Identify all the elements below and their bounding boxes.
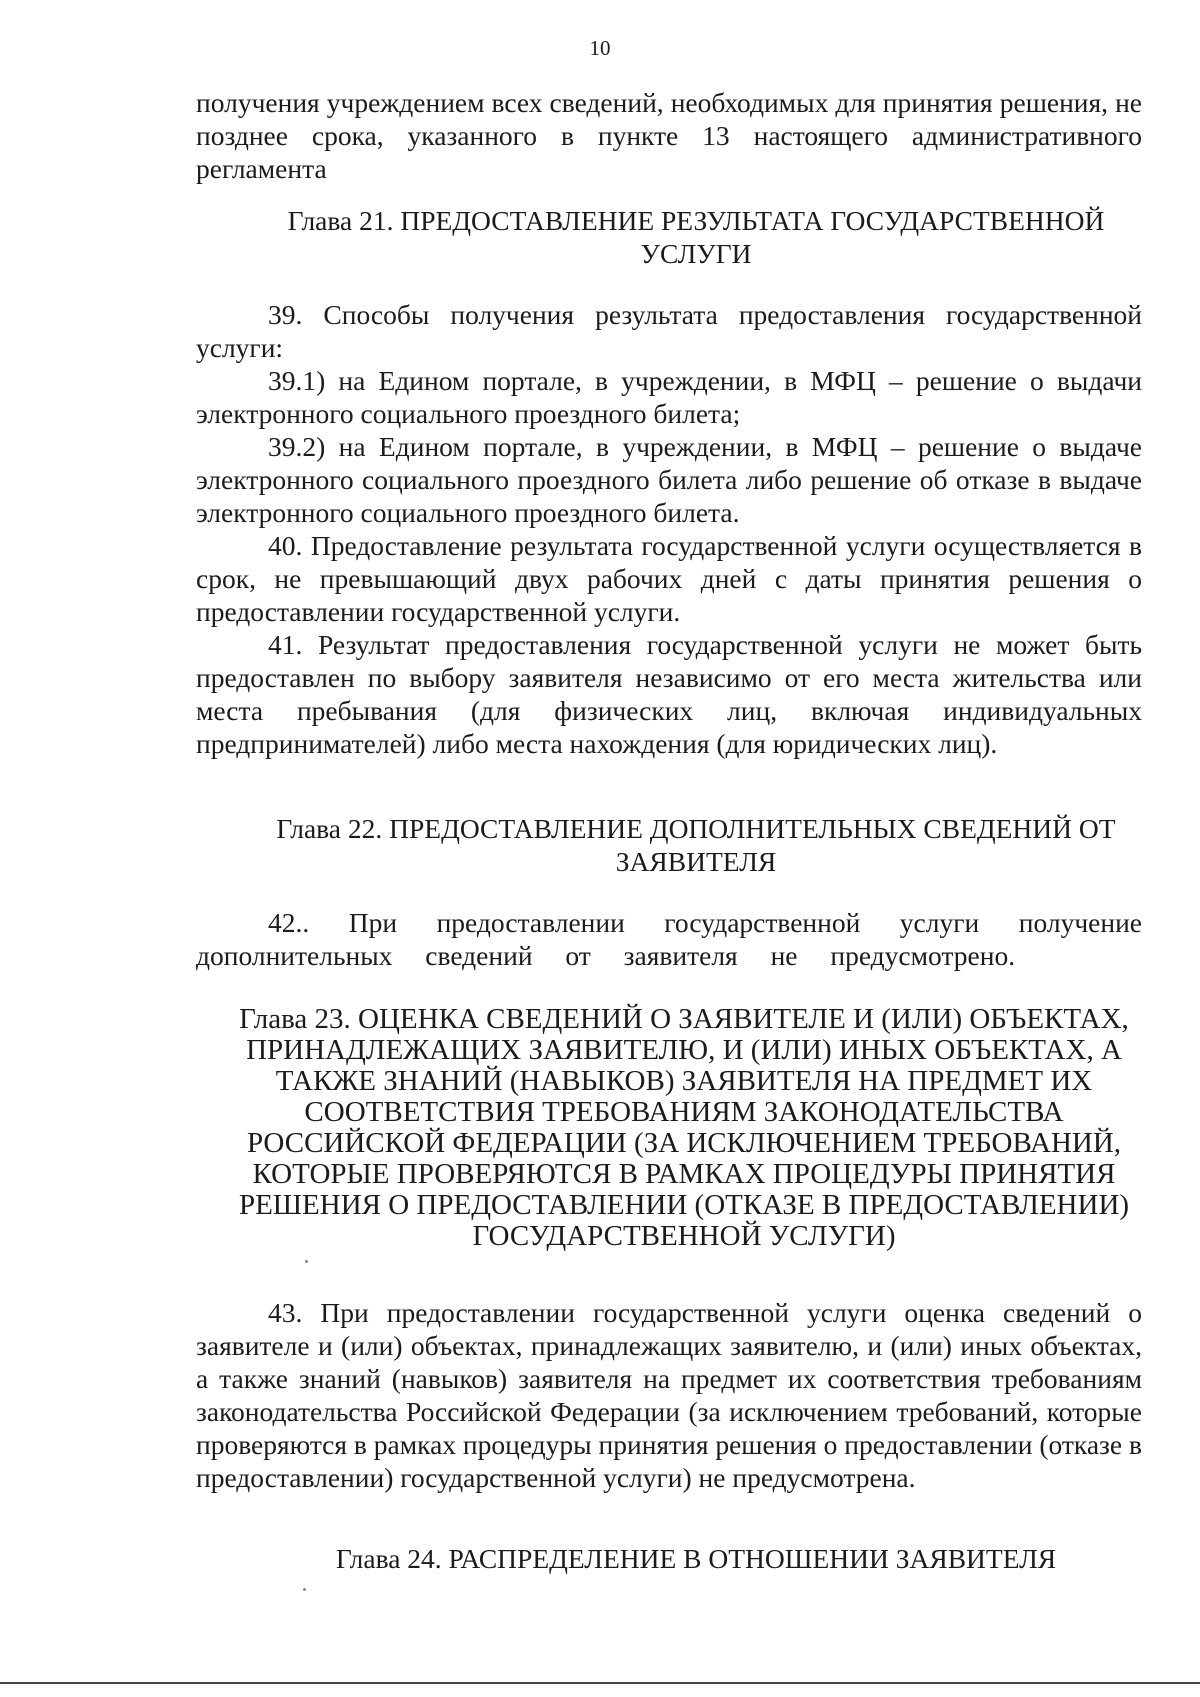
intro-paragraph: получения учреждением всех сведений, необходимых для принятия решения, не позднее срока, указанного в пункте 13 настоящего административного регламента xyxy=(196,87,1142,184)
page-number: 10 xyxy=(589,36,611,60)
chapter-21-title: Глава 21. ПРЕДОСТАВЛЕНИЕ РЕЗУЛЬТАТА ГОСУДАРСТВЕННОЙ УСЛУГИ xyxy=(287,205,1105,269)
paragraph-40: 40. Предоставление результата государственной услуги осуществляется в срок, не превышающий двух рабочих дней с даты принятия решения о предоставлении государственной услуги. xyxy=(196,530,1142,627)
paragraph-39-1: 39.1) на Едином портале, в учреждении, в МФЦ – решение о выдачи электронного социального проездного билета; xyxy=(196,365,1142,429)
paragraph-39: 39. Способы получения результата предоставления государственной услуги: xyxy=(196,299,1142,363)
scan-speck xyxy=(303,1588,306,1591)
scan-speck xyxy=(305,1260,308,1263)
paragraph-41: 41. Результат предоставления государственной услуги не может быть предоставлен по выбору заявителя независимо от его места жительства или места пребывания (для физических лиц, включая индивидуальных предпринимателей) либо места нахождения (для юридических лиц). xyxy=(196,629,1142,759)
scan-edge-line xyxy=(0,1682,1200,1684)
paragraph-39-2: 39.2) на Едином портале, в учреждении, в МФЦ – решение о выдаче электронного социального проездного билета либо решение об отказе в выдаче электронного социального проездного билета. xyxy=(196,431,1142,528)
chapter-22-title: Глава 22. ПРЕДОСТАВЛЕНИЕ ДОПОЛНИТЕЛЬНЫХ СВЕДЕНИЙ ОТ ЗАЯВИТЕЛЯ xyxy=(276,813,1116,877)
paragraph-43: 43. При предоставлении государственной услуги оценка сведений о заявителе и (или) объектах, принадлежащих заявителю, и (или) иных объектах, а также знаний (навыков) заявителя на предмет их соответствия требованиям законодательства Российской Федерации (за исключением требований, которые проверяются в рамках процедуры принятия решения о предоставлении (отказе в предоставлении) государственной услуги) не предусмотрена. xyxy=(196,1297,1142,1493)
chapter-23-title: Глава 23. ОЦЕНКА СВЕДЕНИЙ О ЗАЯВИТЕЛЕ И (ИЛИ) ОБЪЕКТАХ, ПРИНАДЛЕЖАЩИХ ЗАЯВИТЕЛЮ, И (ИЛИ) ИНЫХ ОБЪЕКТАХ, А ТАКЖЕ ЗНАНИЙ (НАВЫКОВ) ЗАЯВИТЕЛЯ НА ПРЕДМЕТ ИХ СООТВЕТСТВИЯ ТРЕБОВАНИЯМ ЗАКОНОДАТЕЛЬСТВА РОССИЙСКОЙ ФЕДЕРАЦИИ (ЗА ИСКЛЮЧЕНИЕМ ТРЕБОВАНИЙ, КОТОРЫЕ ПРОВЕРЯЮТСЯ В РАМКАХ ПРОЦЕДУРЫ ПРИНЯТИЯ РЕШЕНИЯ О ПРЕДОСТАВЛЕНИИ (ОТКАЗЕ В ПРЕДОСТАВЛЕНИИ) ГОСУДАРСТВЕННОЙ УСЛУГИ) xyxy=(238,1003,1130,1252)
chapter-24-title: Глава 24. РАСПРЕДЕЛЕНИЕ В ОТНОШЕНИИ ЗАЯВИТЕЛЯ xyxy=(335,1543,1057,1574)
paragraph-42: 42.. При предоставлении государственной услуги получение дополнительных сведений от заявителя не предусмотрено. xyxy=(196,907,1142,971)
